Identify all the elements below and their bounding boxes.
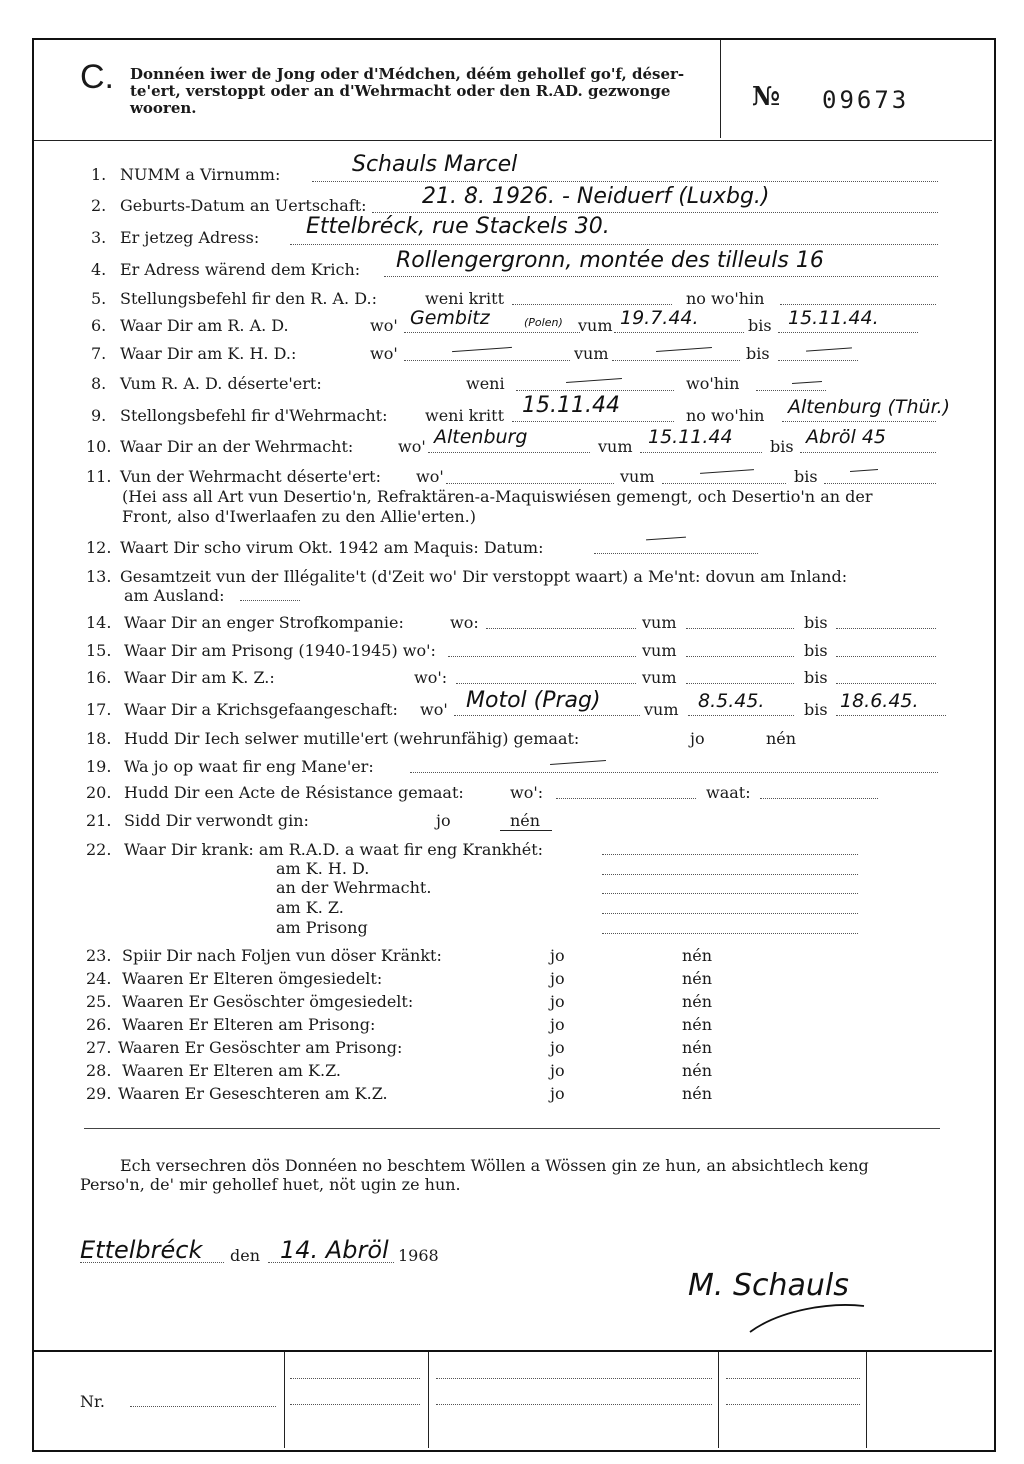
q18-jo: jo <box>690 729 705 748</box>
footer-col-2 <box>428 1352 429 1448</box>
q17-wo-label: wo' <box>420 700 448 719</box>
q5-weni-label: weni kritt <box>425 289 504 308</box>
q15-bis-label: bis <box>804 641 828 660</box>
q9-label: Stellongsbefehl fir d'Wehrmacht: <box>120 406 388 425</box>
q2-label: Geburts-Datum an Uertschaft: <box>120 196 367 215</box>
q11-vum-label: vum <box>620 467 655 486</box>
header-title: Donnéen iwer de Jong oder d'Médchen, déém gehollef go'f, déser-te'ert, verstoppt oder an d'Wehrmacht oder den R.AD. gezwonge wooren. <box>130 65 685 117</box>
q11-bis-label: bis <box>794 467 818 486</box>
signature-den: den <box>230 1246 261 1265</box>
q26-nen: nén <box>682 1015 713 1034</box>
footer-cell-line-3a <box>726 1378 860 1379</box>
q25-label: Waaren Er Gesöschter ömgesiedelt: <box>122 992 414 1011</box>
q3-field-line <box>290 244 938 245</box>
q7-bis-line <box>778 360 858 361</box>
q20-waat-line <box>760 798 878 799</box>
q6-label: Waar Dir am R. A. D. <box>120 316 289 335</box>
q4-field-line <box>384 276 938 277</box>
q9-number: 9. <box>91 406 107 425</box>
q28-jo: jo <box>550 1061 565 1080</box>
q6-bis-line <box>778 332 918 333</box>
q9-no-label: no wo'hin <box>686 406 765 425</box>
q14-label: Waar Dir an enger Strofkompanie: <box>124 613 404 632</box>
q29-number: 29. <box>86 1084 112 1103</box>
q10-vum-line <box>640 452 762 453</box>
q16-bis-line <box>836 683 936 684</box>
q6-wo-value: Gembitz <box>410 307 490 329</box>
q25-nen: nén <box>682 992 713 1011</box>
q10-bis-value: Abröl 45 <box>806 426 886 448</box>
q20-number: 20. <box>86 783 112 802</box>
q11-note-line1: (Hei ass all Art vun Desertio'n, Refraktären-a-Maquiswiésen gemengt, och Desertio'n an der <box>122 487 873 506</box>
q24-label: Waaren Er Elteren ömgesiedelt: <box>122 969 383 988</box>
q17-bis-line <box>836 715 946 716</box>
q11-vum-line <box>662 483 786 484</box>
q28-nen: nén <box>682 1061 713 1080</box>
q22-label: Waar Dir krank: am R.A.D. a waat fir eng Krankhét: <box>124 840 544 859</box>
q16-bis-label: bis <box>804 668 828 687</box>
q7-wo-label: wo' <box>370 344 398 363</box>
q27-jo: jo <box>550 1038 565 1057</box>
q29-nen: nén <box>682 1084 713 1103</box>
q18-label: Hudd Dir Iech selwer mutille'ert (wehrunfähig) gemaat: <box>124 729 580 748</box>
q23-number: 23. <box>86 946 112 965</box>
q29-jo: jo <box>550 1084 565 1103</box>
q22-line-rad <box>602 854 858 855</box>
q11-number: 11. <box>86 467 112 486</box>
q10-vum-value: 15.11.44 <box>648 426 733 448</box>
q6-vum-line <box>614 332 744 333</box>
q20-wo-label: wo': <box>510 783 544 802</box>
q7-vum-label: vum <box>574 344 609 363</box>
q13-ausland-label: am Ausland: <box>124 586 225 605</box>
q19-label: Wa jo op waat fir eng Mane'er: <box>124 757 374 776</box>
signature-place: Ettelbréck <box>80 1236 203 1264</box>
header-separator <box>34 140 992 141</box>
q27-number: 27. <box>86 1038 112 1057</box>
q27-label: Waaren Er Gesöschter am Prisong: <box>118 1038 403 1057</box>
q18-number: 18. <box>86 729 112 748</box>
q23-label: Spiir Dir nach Foljen vun döser Kränkt: <box>122 946 442 965</box>
q13-ausland-line <box>240 600 300 601</box>
handwritten-signature: M. Schauls <box>688 1268 849 1303</box>
footer-nr-label: Nr. <box>80 1392 105 1411</box>
q4-value: Rollengergronn, montée des tilleuls 16 <box>396 248 824 273</box>
q21-jo: jo <box>436 811 451 830</box>
q28-label: Waaren Er Elteren am K.Z. <box>122 1061 342 1080</box>
q10-bis-line <box>800 452 936 453</box>
q11-label: Vun der Wehrmacht déserte'ert: <box>120 467 381 486</box>
footer-cell-line-3b <box>726 1404 860 1405</box>
q9-no-line <box>782 421 936 422</box>
q16-wo-line <box>456 683 636 684</box>
q1-number: 1. <box>91 165 107 184</box>
q15-number: 15. <box>86 641 112 660</box>
q5-label: Stellungsbefehl fir den R. A. D.: <box>120 289 377 308</box>
q28-number: 28. <box>86 1061 112 1080</box>
q21-number: 21. <box>86 811 112 830</box>
q15-bis-line <box>836 656 936 657</box>
q14-vum-line <box>686 628 794 629</box>
q11-wo-label: wo' <box>416 467 444 486</box>
q9-weni-label: weni kritt <box>425 406 504 425</box>
q22-sub-kz: am K. Z. <box>276 898 344 917</box>
q16-label: Waar Dir am K. Z.: <box>124 668 275 687</box>
q9-weni-line <box>512 421 674 422</box>
declaration-separator <box>84 1128 940 1129</box>
q16-wo-label: wo': <box>414 668 448 687</box>
q9-no-value: Altenburg (Thür.) <box>788 396 951 418</box>
q20-waat-label: waat: <box>706 783 751 802</box>
q12-number: 12. <box>86 538 112 557</box>
q17-vum-line <box>688 715 794 716</box>
q16-vum-line <box>686 683 794 684</box>
signature-date: 14. Abröl <box>280 1236 389 1264</box>
q3-value: Ettelbréck, rue Stackels 30. <box>306 214 610 239</box>
q10-wo-label: wo' <box>398 437 426 456</box>
q25-number: 25. <box>86 992 112 1011</box>
q26-label: Waaren Er Elteren am Prisong: <box>122 1015 376 1034</box>
q6-wo-line <box>404 332 580 333</box>
q23-jo: jo <box>550 946 565 965</box>
q25-jo: jo <box>550 992 565 1011</box>
declaration-line1: Ech versechren dös Donnéen no beschtem Wöllen a Wössen gin ze hun, an absichtlech keng <box>120 1156 869 1175</box>
q17-wo-value: Motol (Prag) <box>466 688 601 713</box>
q12-date-line <box>594 553 758 554</box>
q22-line-prisong <box>602 933 858 934</box>
q2-value: 21. 8. 1926. - Neiduerf (Luxbg.) <box>422 184 770 209</box>
number-sign: № <box>752 82 781 112</box>
q6-wo-label: wo' <box>370 316 398 335</box>
q24-jo: jo <box>550 969 565 988</box>
q2-field-line <box>372 212 938 213</box>
q22-sub-prisong: am Prisong <box>276 918 368 937</box>
q26-jo: jo <box>550 1015 565 1034</box>
q5-weni-line <box>512 304 672 305</box>
q23-nen: nén <box>682 946 713 965</box>
q5-no-label: no wo'hin <box>686 289 765 308</box>
q3-number: 3. <box>91 228 107 247</box>
q7-wo-line <box>404 360 570 361</box>
q10-bis-label: bis <box>770 437 794 456</box>
q13-number: 13. <box>86 567 112 586</box>
signature-flourish-icon <box>740 1290 870 1340</box>
q16-number: 16. <box>86 668 112 687</box>
q14-wo-label: wo: <box>450 613 479 632</box>
footer-top-line <box>34 1350 992 1352</box>
q14-vum-label: vum <box>642 613 677 632</box>
q17-bis-label: bis <box>804 700 828 719</box>
q8-number: 8. <box>91 374 107 393</box>
footer-cell-line-2a <box>436 1378 712 1379</box>
q21-label: Sidd Dir verwondt gin: <box>124 811 309 830</box>
footer-col-3 <box>718 1352 719 1448</box>
q6-number: 6. <box>91 316 107 335</box>
q10-vum-label: vum <box>598 437 633 456</box>
q8-label: Vum R. A. D. déserte'ert: <box>120 374 322 393</box>
q12-label: Waart Dir scho virum Okt. 1942 am Maquis: Datum: <box>120 538 544 557</box>
q21-nen: nén <box>510 811 541 830</box>
q19-number: 19. <box>86 757 112 776</box>
q8-wohin-line <box>756 390 826 391</box>
q10-label: Waar Dir an der Wehrmacht: <box>120 437 354 456</box>
q22-line-khd <box>602 874 858 875</box>
q5-number: 5. <box>91 289 107 308</box>
signature-date-line <box>268 1262 394 1263</box>
document-number: 09673 <box>822 86 910 114</box>
signature-place-line <box>80 1262 224 1263</box>
q7-bis-label: bis <box>746 344 770 363</box>
footer-nr-line <box>130 1406 276 1407</box>
q6-bis-value: 15.11.44. <box>788 307 879 329</box>
q10-wo-line <box>428 452 590 453</box>
q17-number: 17. <box>86 700 112 719</box>
q20-label: Hudd Dir een Acte de Résistance gemaat: <box>124 783 464 802</box>
q14-bis-label: bis <box>804 613 828 632</box>
q17-vum-value: 8.5.45. <box>698 690 765 712</box>
q22-sub-wehrmacht: an der Wehrmacht. <box>276 878 432 897</box>
q10-number: 10. <box>86 437 112 456</box>
q2-number: 2. <box>91 196 107 215</box>
q24-number: 24. <box>86 969 112 988</box>
q15-vum-line <box>686 656 794 657</box>
q10-wo-value: Altenburg <box>434 426 528 448</box>
q11-bis-line <box>824 483 936 484</box>
q11-wo-line <box>446 483 614 484</box>
q14-number: 14. <box>86 613 112 632</box>
q1-label: NUMM a Virnumm: <box>120 165 281 184</box>
q24-nen: nén <box>682 969 713 988</box>
q11-note-line2: Front, also d'Iwerlaafen zu den Allie'erten.) <box>122 507 476 526</box>
q17-bis-value: 18.6.45. <box>840 690 919 712</box>
q7-number: 7. <box>91 344 107 363</box>
q19-field-line <box>410 772 938 773</box>
q21-nen-underline <box>500 830 552 831</box>
q22-number: 22. <box>86 840 112 859</box>
q29-label: Waaren Er Geseschteren am K.Z. <box>118 1084 388 1103</box>
q6-bis-label: bis <box>748 316 772 335</box>
header-divider <box>720 40 721 138</box>
signature-year: 1968 <box>398 1246 439 1265</box>
q22-line-kz <box>602 913 858 914</box>
q17-label: Waar Dir a Krichsgefaangeschaft: <box>124 700 398 719</box>
q14-bis-line <box>836 628 936 629</box>
q8-weni-label: weni <box>466 374 505 393</box>
q7-label: Waar Dir am K. H. D.: <box>120 344 297 363</box>
q4-number: 4. <box>91 260 107 279</box>
q17-wo-line <box>454 715 640 716</box>
q6-vum-value: 19.7.44. <box>620 307 699 329</box>
q22-sub-khd: am K. H. D. <box>276 859 370 878</box>
q6-vum-label: vum <box>578 316 613 335</box>
q17-vum-label: vum <box>644 700 679 719</box>
q16-vum-label: vum <box>642 668 677 687</box>
footer-cell-line-1a <box>290 1378 420 1379</box>
q22-line-wehrmacht <box>602 893 858 894</box>
footer-col-4 <box>866 1352 867 1448</box>
q20-wo-line <box>556 798 696 799</box>
q1-field-line <box>312 181 938 182</box>
q14-wo-line <box>486 628 636 629</box>
q15-label: Waar Dir am Prisong (1940-1945) wo': <box>124 641 436 660</box>
q7-vum-line <box>612 360 740 361</box>
declaration-line2: Perso'n, de' mir gehollef huet, nöt ugin ze hun. <box>80 1175 461 1194</box>
q1-value: Schauls Marcel <box>352 152 518 177</box>
q26-number: 26. <box>86 1015 112 1034</box>
footer-cell-line-2b <box>436 1404 712 1405</box>
q27-nen: nén <box>682 1038 713 1057</box>
section-letter: C. <box>80 58 114 96</box>
q3-label: Er jetzeg Adress: <box>120 228 260 247</box>
footer-cell-line-1b <box>290 1404 420 1405</box>
footer-col-1 <box>284 1352 285 1448</box>
q8-weni-line <box>516 390 674 391</box>
q9-weni-value: 15.11.44 <box>522 393 620 418</box>
q4-label: Er Adress wärend dem Krich: <box>120 260 361 279</box>
q15-wo-line <box>448 656 636 657</box>
q8-wohin-label: wo'hin <box>686 374 740 393</box>
q15-vum-label: vum <box>642 641 677 660</box>
q5-no-line <box>780 304 936 305</box>
q13-label: Gesamtzeit vun der Illégalite't (d'Zeit wo' Dir verstoppt waart) a Me'nt: dovun am Inland: <box>120 567 848 586</box>
q18-nen: nén <box>766 729 797 748</box>
q6-wo-note: (Polen) <box>524 316 563 329</box>
